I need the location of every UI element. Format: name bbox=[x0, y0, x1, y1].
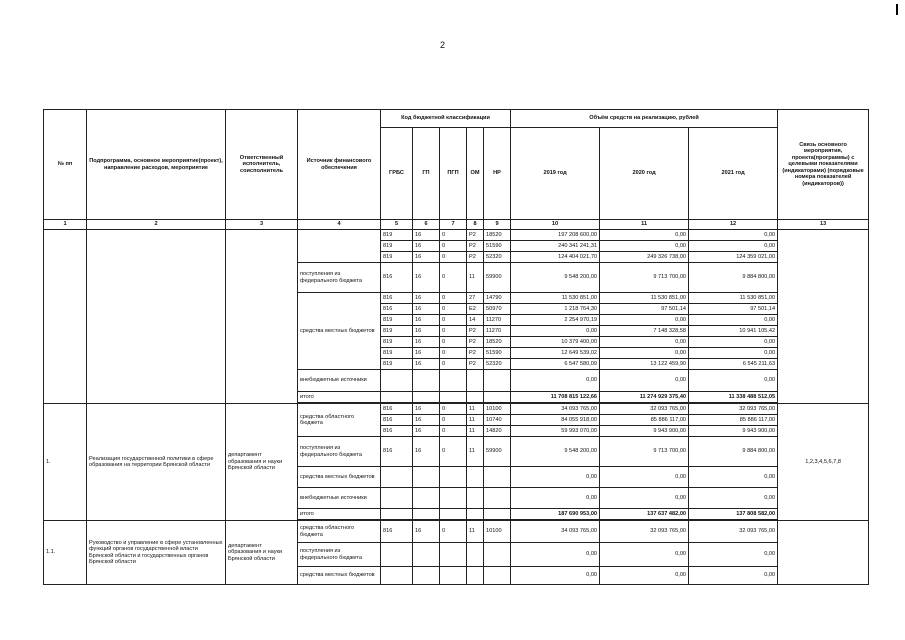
cell-om: 11 bbox=[467, 426, 484, 437]
cell-2020: 0,00 bbox=[600, 567, 689, 585]
column-number: 13 bbox=[778, 220, 869, 230]
cell-2020: 0,00 bbox=[600, 467, 689, 488]
header-year-2021: 2021 год bbox=[689, 128, 778, 220]
cell-2021: 0,00 bbox=[689, 315, 778, 326]
table-row bbox=[44, 404, 869, 415]
cell-empty bbox=[484, 488, 511, 509]
cell-2020: 0,00 bbox=[600, 337, 689, 348]
cell-grbs: 819 bbox=[381, 252, 413, 263]
cell-om: P2 bbox=[467, 337, 484, 348]
cell-empty bbox=[467, 488, 484, 509]
cell-2021: 11 530 851,00 bbox=[689, 293, 778, 304]
cell-empty bbox=[298, 230, 381, 263]
cell-nr: 18520 bbox=[484, 230, 511, 241]
cell-pgp: 0 bbox=[440, 241, 467, 252]
cell-empty bbox=[413, 488, 440, 509]
cell-empty bbox=[381, 543, 413, 567]
source-federal: поступления из федерального бюджета bbox=[298, 263, 381, 293]
column-number: 3 bbox=[226, 220, 298, 230]
source-local: средства местных бюджетов bbox=[298, 467, 381, 488]
cell-2019: 11 530 851,00 bbox=[511, 293, 600, 304]
cell-empty bbox=[413, 567, 440, 585]
cell-nr: 18520 bbox=[484, 337, 511, 348]
cell-empty bbox=[440, 543, 467, 567]
header-responsible: Ответственный исполнитель, соисполнитель bbox=[226, 110, 298, 220]
cell-empty bbox=[467, 567, 484, 585]
cell-empty bbox=[413, 392, 440, 403]
cell-2021: 9 943 900,00 bbox=[689, 426, 778, 437]
cell-gp: 16 bbox=[413, 241, 440, 252]
row-number: 1.1. bbox=[44, 521, 87, 585]
column-number: 10 bbox=[511, 220, 600, 230]
cell-gp: 16 bbox=[413, 326, 440, 337]
header-volume: Объём средств на реализацию, рублей bbox=[511, 110, 778, 128]
cell-2019: 12 649 539,02 bbox=[511, 348, 600, 359]
cell-grbs: 819 bbox=[381, 337, 413, 348]
cell-2019: 0,00 bbox=[511, 467, 600, 488]
cell-2021: 32 093 765,00 bbox=[689, 521, 778, 543]
cell-2020: 11 530 851,00 bbox=[600, 293, 689, 304]
cell-empty bbox=[440, 509, 467, 520]
cell-nr: 59900 bbox=[484, 263, 511, 293]
cell-2020: 32 093 765,00 bbox=[600, 404, 689, 415]
cell-2021: 124 359 021,00 bbox=[689, 252, 778, 263]
cell-grbs: 816 bbox=[381, 404, 413, 415]
header-gp: ГП bbox=[413, 128, 440, 220]
cell-2019: 1 218 764,30 bbox=[511, 304, 600, 315]
cell-pgp: 0 bbox=[440, 415, 467, 426]
cell-om: 11 bbox=[467, 263, 484, 293]
cell-empty bbox=[381, 567, 413, 585]
cell-nr: 52320 bbox=[484, 252, 511, 263]
responsible-name: департамент образования и науки Брянской области bbox=[226, 521, 298, 585]
cell-empty bbox=[467, 392, 484, 403]
cell-empty bbox=[413, 509, 440, 520]
header-num: № пп bbox=[44, 110, 87, 220]
column-number: 11 bbox=[600, 220, 689, 230]
source-extrabudget: внебюджетные источники bbox=[298, 488, 381, 509]
cell-om: P2 bbox=[467, 348, 484, 359]
responsible-name: департамент образования и науки Брянской области bbox=[226, 404, 298, 521]
cell-2020: 0,00 bbox=[600, 543, 689, 567]
cell-gp: 16 bbox=[413, 263, 440, 293]
cell-nr: 10740 bbox=[484, 415, 511, 426]
cell-gp: 16 bbox=[413, 521, 440, 543]
source-extrabudget: внебюджетные источники bbox=[298, 370, 381, 392]
cell-empty bbox=[467, 543, 484, 567]
cell-empty bbox=[484, 370, 511, 392]
cell-2020: 97 501,14 bbox=[600, 304, 689, 315]
cell-2019: 84 055 918,00 bbox=[511, 415, 600, 426]
cell-empty bbox=[226, 230, 298, 404]
cell-om: 11 bbox=[467, 415, 484, 426]
cell-2019: 2 254 970,19 bbox=[511, 315, 600, 326]
header-pgp: ПГП bbox=[440, 128, 467, 220]
total-2019: 187 690 953,00 bbox=[511, 509, 600, 520]
cell-empty bbox=[440, 370, 467, 392]
cell-2021: 0,00 bbox=[689, 488, 778, 509]
cell-empty bbox=[413, 543, 440, 567]
cell-gp: 16 bbox=[413, 293, 440, 304]
cell-pgp: 0 bbox=[440, 359, 467, 370]
cell-2021: 9 884 800,00 bbox=[689, 263, 778, 293]
cell-empty bbox=[440, 392, 467, 403]
cell-2020: 0,00 bbox=[600, 348, 689, 359]
indicator-numbers: 1,2,3,4,5,6,7,8 bbox=[778, 404, 869, 521]
cell-pgp: 0 bbox=[440, 304, 467, 315]
cell-pgp: 0 bbox=[440, 252, 467, 263]
cell-nr: 51590 bbox=[484, 348, 511, 359]
total-2020: 137 637 482,00 bbox=[600, 509, 689, 520]
cell-nr: 10100 bbox=[484, 521, 511, 543]
cell-pgp: 0 bbox=[440, 437, 467, 467]
cell-2019: 0,00 bbox=[511, 488, 600, 509]
source-total: итого bbox=[298, 392, 381, 403]
header-indicator-link: Связь основного мероприятия, проекта(программы) с целевыми показателями (индикаторами) (порядковые номера показателей (индикаторов)) bbox=[778, 110, 869, 220]
cell-2021: 0,00 bbox=[689, 543, 778, 567]
cell-grbs: 819 bbox=[381, 241, 413, 252]
cell-2020: 0,00 bbox=[600, 241, 689, 252]
cell-2019: 0,00 bbox=[511, 567, 600, 585]
cell-2019: 0,00 bbox=[511, 326, 600, 337]
cell-empty bbox=[381, 392, 413, 403]
header-program: Подпрограмма, основное мероприятие(проект), направление расходов, мероприятие bbox=[87, 110, 226, 220]
cell-pgp: 0 bbox=[440, 263, 467, 293]
cell-empty bbox=[413, 467, 440, 488]
cell-om: P2 bbox=[467, 326, 484, 337]
header-year-2020: 2020 год bbox=[600, 128, 689, 220]
cell-2020: 9 713 700,00 bbox=[600, 437, 689, 467]
cell-nr: 50970 bbox=[484, 304, 511, 315]
total-2021: 137 808 582,00 bbox=[689, 509, 778, 520]
cell-grbs: 816 bbox=[381, 304, 413, 315]
cell-2020: 13 122 459,90 bbox=[600, 359, 689, 370]
cell-om: P2 bbox=[467, 230, 484, 241]
cell-empty bbox=[778, 230, 869, 404]
cell-2020: 0,00 bbox=[600, 230, 689, 241]
cell-om: 11 bbox=[467, 404, 484, 415]
column-number: 6 bbox=[413, 220, 440, 230]
cell-pgp: 0 bbox=[440, 348, 467, 359]
cell-gp: 16 bbox=[413, 315, 440, 326]
cell-grbs: 816 bbox=[381, 521, 413, 543]
cell-empty bbox=[484, 567, 511, 585]
cell-gp: 16 bbox=[413, 437, 440, 467]
cell-2020: 7 148 328,58 bbox=[600, 326, 689, 337]
cell-grbs: 816 bbox=[381, 437, 413, 467]
cell-2019: 34 093 765,00 bbox=[511, 521, 600, 543]
cell-2021: 97 501,14 bbox=[689, 304, 778, 315]
cell-om: P2 bbox=[467, 359, 484, 370]
cell-2020: 249 326 738,00 bbox=[600, 252, 689, 263]
budget-table bbox=[43, 109, 869, 585]
cell-pgp: 0 bbox=[440, 230, 467, 241]
column-number: 4 bbox=[298, 220, 381, 230]
cell-nr: 52320 bbox=[484, 359, 511, 370]
cell-grbs: 819 bbox=[381, 348, 413, 359]
header-budget-code: Код бюджетной классификации bbox=[381, 110, 511, 128]
cell-gp: 16 bbox=[413, 404, 440, 415]
column-number-row bbox=[44, 220, 869, 230]
cell-2020: 0,00 bbox=[600, 488, 689, 509]
cell-2019: 6 547 580,09 bbox=[511, 359, 600, 370]
cell-empty bbox=[467, 370, 484, 392]
cell-nr: 51590 bbox=[484, 241, 511, 252]
cell-nr: 14820 bbox=[484, 426, 511, 437]
cell-2021: 0,00 bbox=[689, 370, 778, 392]
cell-empty bbox=[484, 509, 511, 520]
cell-gp: 16 bbox=[413, 337, 440, 348]
cell-gp: 16 bbox=[413, 230, 440, 241]
cell-grbs: 816 bbox=[381, 415, 413, 426]
column-number: 7 bbox=[440, 220, 467, 230]
header-year-2019: 2019 год bbox=[511, 128, 600, 220]
column-number: 1 bbox=[44, 220, 87, 230]
cell-empty bbox=[440, 467, 467, 488]
cell-2019: 10 379 400,00 bbox=[511, 337, 600, 348]
cell-gp: 16 bbox=[413, 348, 440, 359]
cell-om: 14 bbox=[467, 315, 484, 326]
cell-2021: 0,00 bbox=[689, 230, 778, 241]
cell-grbs: 819 bbox=[381, 359, 413, 370]
column-number: 5 bbox=[381, 220, 413, 230]
cell-2020: 9 713 700,00 bbox=[600, 263, 689, 293]
cell-2020: 32 093 765,00 bbox=[600, 521, 689, 543]
cell-pgp: 0 bbox=[440, 337, 467, 348]
source-regional: средства областного бюджета bbox=[298, 521, 381, 543]
cell-empty bbox=[778, 521, 869, 585]
cell-2021: 0,00 bbox=[689, 467, 778, 488]
total-2021: 11 338 488 512,05 bbox=[689, 392, 778, 403]
cell-2019: 124 404 021,70 bbox=[511, 252, 600, 263]
cell-2021: 0,00 bbox=[689, 567, 778, 585]
row-number: 1. bbox=[44, 404, 87, 521]
program-name: Руководство и управление в сфере установленных функций органов государственной власти Брянской области и государственных органов Брянской области bbox=[87, 521, 226, 585]
cell-gp: 16 bbox=[413, 359, 440, 370]
cell-empty bbox=[44, 230, 87, 404]
header-om: ОМ bbox=[467, 128, 484, 220]
cell-om: 11 bbox=[467, 437, 484, 467]
cell-grbs: 819 bbox=[381, 230, 413, 241]
cell-pgp: 0 bbox=[440, 315, 467, 326]
column-number: 12 bbox=[689, 220, 778, 230]
cell-2020: 9 943 900,00 bbox=[600, 426, 689, 437]
cell-gp: 16 bbox=[413, 426, 440, 437]
total-2019: 11 708 815 122,66 bbox=[511, 392, 600, 403]
source-local: средства местных бюджетов bbox=[298, 567, 381, 585]
cell-2021: 0,00 bbox=[689, 241, 778, 252]
cell-2021: 10 941 105,42 bbox=[689, 326, 778, 337]
source-local: средства местных бюджетов bbox=[298, 293, 381, 370]
cell-pgp: 0 bbox=[440, 426, 467, 437]
cell-gp: 16 bbox=[413, 304, 440, 315]
cell-nr: 11270 bbox=[484, 326, 511, 337]
cell-2020: 0,00 bbox=[600, 315, 689, 326]
source-regional: средства областного бюджета bbox=[298, 404, 381, 437]
cell-empty bbox=[413, 370, 440, 392]
cell-empty bbox=[484, 543, 511, 567]
cell-2019: 240 341 241,31 bbox=[511, 241, 600, 252]
cell-2019: 0,00 bbox=[511, 543, 600, 567]
edge-mark bbox=[896, 4, 898, 15]
cell-grbs: 819 bbox=[381, 326, 413, 337]
cell-2021: 6 545 211,63 bbox=[689, 359, 778, 370]
cell-gp: 16 bbox=[413, 252, 440, 263]
cell-pgp: 0 bbox=[440, 293, 467, 304]
cell-2019: 59 993 070,00 bbox=[511, 426, 600, 437]
cell-empty bbox=[484, 392, 511, 403]
cell-empty bbox=[484, 467, 511, 488]
cell-om: P2 bbox=[467, 241, 484, 252]
cell-pgp: 0 bbox=[440, 521, 467, 543]
page-number: 2 bbox=[440, 40, 446, 50]
cell-2020: 0,00 bbox=[600, 370, 689, 392]
total-2020: 11 274 929 375,40 bbox=[600, 392, 689, 403]
cell-2021: 0,00 bbox=[689, 348, 778, 359]
cell-2019: 9 548 200,00 bbox=[511, 437, 600, 467]
cell-nr: 14790 bbox=[484, 293, 511, 304]
cell-om: 11 bbox=[467, 521, 484, 543]
cell-empty bbox=[467, 467, 484, 488]
source-federal: поступления из федерального бюджета bbox=[298, 543, 381, 567]
cell-empty bbox=[87, 230, 226, 404]
cell-gp: 16 bbox=[413, 415, 440, 426]
cell-empty bbox=[381, 467, 413, 488]
cell-nr: 10100 bbox=[484, 404, 511, 415]
header-nr: НР bbox=[484, 128, 511, 220]
cell-2019: 0,00 bbox=[511, 370, 600, 392]
cell-pgp: 0 bbox=[440, 404, 467, 415]
cell-grbs: 816 bbox=[381, 263, 413, 293]
cell-nr: 59900 bbox=[484, 437, 511, 467]
cell-empty bbox=[381, 488, 413, 509]
program-name: Реализация государственной политики в сфере образования на территории Брянской области bbox=[87, 404, 226, 521]
cell-pgp: 0 bbox=[440, 326, 467, 337]
cell-empty bbox=[467, 509, 484, 520]
cell-empty bbox=[440, 567, 467, 585]
column-number: 8 bbox=[467, 220, 484, 230]
cell-2021: 85 886 117,00 bbox=[689, 415, 778, 426]
cell-empty bbox=[440, 488, 467, 509]
cell-grbs: 819 bbox=[381, 315, 413, 326]
cell-2021: 0,00 bbox=[689, 337, 778, 348]
column-number: 9 bbox=[484, 220, 511, 230]
header-source: Источник финансового обеспечения bbox=[298, 110, 381, 220]
table-row bbox=[44, 521, 869, 543]
cell-empty bbox=[381, 370, 413, 392]
cell-2021: 32 093 765,00 bbox=[689, 404, 778, 415]
cell-grbs: 816 bbox=[381, 426, 413, 437]
cell-om: P2 bbox=[467, 252, 484, 263]
cell-2019: 9 548 200,00 bbox=[511, 263, 600, 293]
cell-om: 27 bbox=[467, 293, 484, 304]
header-grbs: ГРБС bbox=[381, 128, 413, 220]
cell-grbs: 816 bbox=[381, 293, 413, 304]
table-row bbox=[44, 230, 869, 241]
cell-2019: 34 093 765,00 bbox=[511, 404, 600, 415]
cell-2021: 9 884 800,00 bbox=[689, 437, 778, 467]
source-federal: поступления из федерального бюджета bbox=[298, 437, 381, 467]
cell-nr: 11270 bbox=[484, 315, 511, 326]
source-total: итого bbox=[298, 509, 381, 520]
cell-2019: 197 208 600,00 bbox=[511, 230, 600, 241]
cell-om: E2 bbox=[467, 304, 484, 315]
column-number: 2 bbox=[87, 220, 226, 230]
cell-2020: 85 886 117,00 bbox=[600, 415, 689, 426]
cell-empty bbox=[381, 509, 413, 520]
